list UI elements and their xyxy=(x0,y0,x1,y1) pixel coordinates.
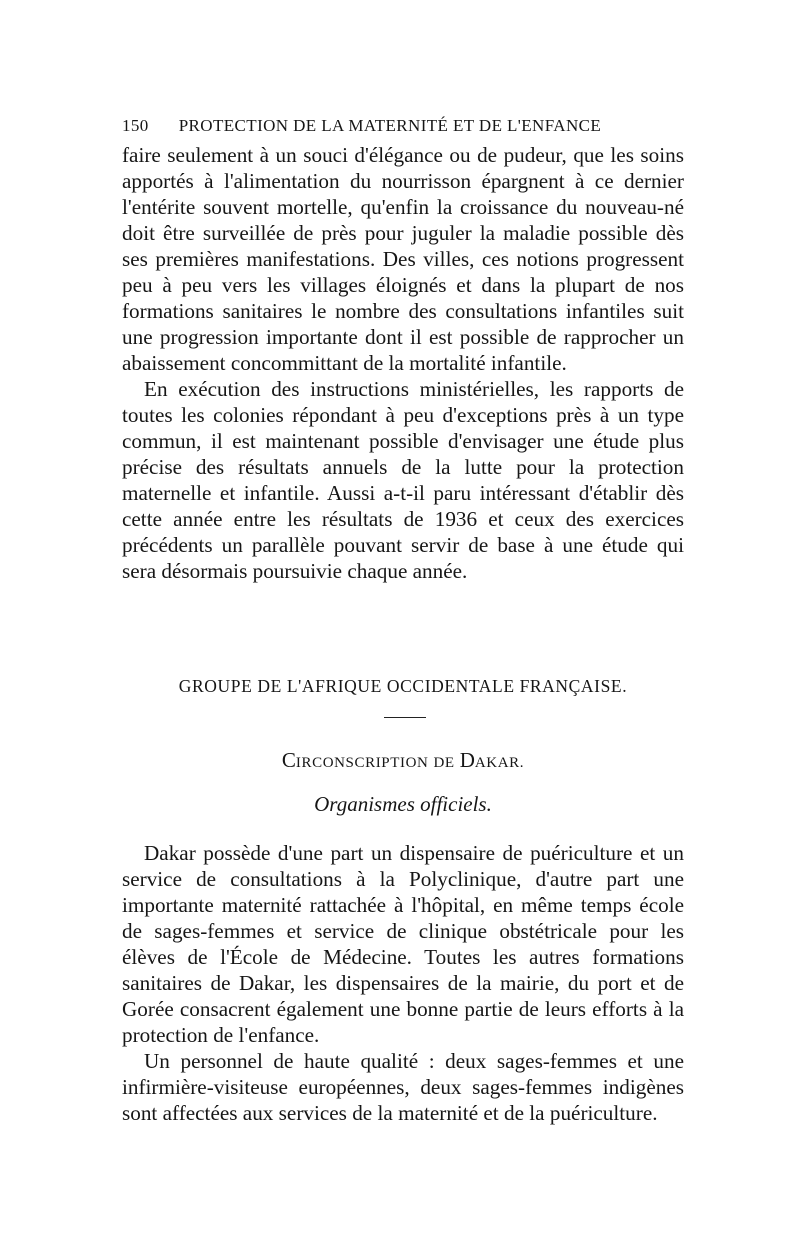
section-heading: GROUPE DE L'AFRIQUE OCCIDENTALE FRANÇAISE. xyxy=(178,676,628,696)
page-number: 150 xyxy=(122,116,149,135)
running-title: PROTECTION DE LA MATERNITÉ ET DE L'ENFANCE xyxy=(178,116,602,135)
paragraph-instructions: En exécution des instructions ministérielles, les rapports de toutes les colonies répondant à peu d'exceptions près à un type commun, il est maintenant possible d'envisager une étude plus précise des résultats annuels de la lutte pour la protection maternelle et infantile. Aussi a-t-il paru intéressant d'établir dès cette année entre les résultats de 1936 et ceux des exercices précédents un parallèle pouvant servir de base à une étude qui sera désormais poursuivie chaque année. xyxy=(122,377,684,583)
running-head xyxy=(122,116,684,142)
divider-rule xyxy=(384,717,426,718)
body-text-bottom xyxy=(122,840,684,1126)
paragraph-personnel: Un personnel de haute qualité : deux sages-femmes et une infirmière-visiteuse européennes, deux sages-femmes indigènes sont affectées aux services de la maternité et de la puériculture. xyxy=(122,1049,684,1125)
paragraph-dakar: Dakar possède d'une part un dispensaire de puériculture et un service de consultations à la Polyclinique, d'autre part une importante maternité rattachée à l'hôpital, en même temps école de sages-femmes et service de clinique obstétricale pour les élèves de l'École de Médecine. Toutes les autres formations sanitaires de Dakar, les dispensaires de la mairie, du port et de Gorée consacrent également une bonne partie de leurs efforts à la protection de l'enfance. xyxy=(122,841,684,1047)
paragraph-continuation: faire seulement à un souci d'élégance ou de pudeur, que les soins apportés à l'alimentation du nourrisson épargnent à ce dernier l'entérite souvent mortelle, qu'enfin la croissance du nouveau-né doit être surveillée de près pour juguler la maladie possible dès ses premières manifestations. Des villes, ces notions progressent peu à peu vers les villages éloignés et dans la plupart de nos formations sanitaires le nombre des consultations infantiles suit une progression importante dont il est possible de rapprocher un abaissement concommittant de la mortalité infantile. xyxy=(122,143,684,375)
book-page xyxy=(122,116,684,1125)
circonscription-heading: CIRCONSCRIPTION DE DAKAR. xyxy=(281,748,525,772)
body-text-top xyxy=(122,142,684,584)
subheading: Organismes officiels. xyxy=(314,792,492,816)
